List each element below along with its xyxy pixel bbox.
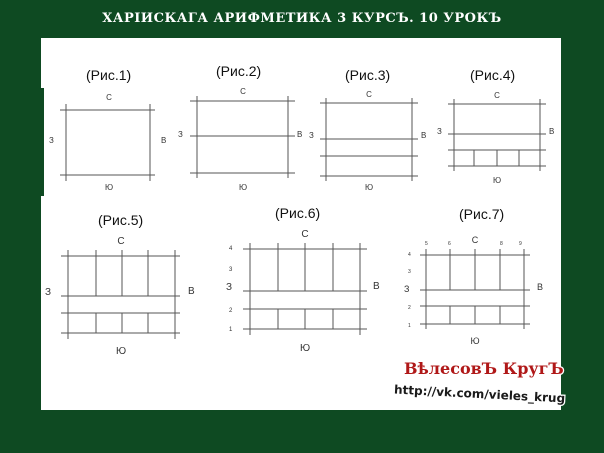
figure-3-caption: (Рис.3) xyxy=(345,67,391,83)
figure-7-column-number-5: 5 xyxy=(425,241,428,247)
figure-7-row-number-3: 3 xyxy=(408,269,411,275)
figure-7-column-number-9: 9 xyxy=(519,241,522,247)
figure-6-row-number-1: 1 xyxy=(229,327,233,333)
figure-3-west-label: З xyxy=(309,131,314,140)
figure-2-caption: (Рис.2) xyxy=(216,63,262,79)
page-title: ХАРІИСКАГА АРИФМЕТИКА 3 КУРСЪ. 10 УРОКЪ xyxy=(102,11,502,26)
figure-5-north-label: С xyxy=(117,236,125,247)
figure-4-east-label: В xyxy=(549,127,555,136)
figure-3-east-label: В xyxy=(421,131,427,140)
figure-1-caption: (Рис.1) xyxy=(86,67,132,83)
figure-7-south-label: Ю xyxy=(470,336,480,346)
figure-7-row-number-1: 1 xyxy=(408,323,411,329)
figure-4-south-label: Ю xyxy=(492,176,502,185)
figure-6-north-label: С xyxy=(301,229,309,240)
figure-6-row-number-4: 4 xyxy=(229,246,233,252)
figure-5-east-label: В xyxy=(188,286,195,297)
watermark-brand: ВѣлесовЪ КругЪ xyxy=(404,359,564,378)
figure-7-column-number-6: 6 xyxy=(448,241,451,247)
figure-7-row-number-2: 2 xyxy=(408,305,411,311)
figure-1-north-label: С xyxy=(106,93,112,102)
panel-edge-mark xyxy=(41,88,44,196)
figure-4-north-label: С xyxy=(494,91,500,100)
figure-6-row-number-2: 2 xyxy=(229,308,233,314)
figure-1-south-label: Ю xyxy=(104,183,114,192)
figure-6-row-number-3: 3 xyxy=(229,267,233,273)
figure-4-west-label: З xyxy=(437,127,442,136)
figure-7-column-number-8: 8 xyxy=(500,241,503,247)
figure-7-row-number-4: 4 xyxy=(408,252,411,258)
figure-6-south-label: Ю xyxy=(299,343,311,354)
figure-7-west-label: З xyxy=(404,284,410,294)
figure-5-south-label: Ю xyxy=(115,346,127,357)
figure-7-east-label: В xyxy=(537,282,544,292)
figure-5-west-label: З xyxy=(45,287,52,298)
figure-7-north-label: С xyxy=(471,235,479,245)
figure-3-north-label: С xyxy=(366,90,372,99)
figure-6-west-label: З xyxy=(226,282,233,293)
figure-5-caption: (Рис.5) xyxy=(98,212,144,228)
figure-4-caption: (Рис.4) xyxy=(470,67,516,83)
figure-2-south-label: Ю xyxy=(238,183,248,192)
figure-6-east-label: В xyxy=(373,281,380,292)
figure-2-west-label: З xyxy=(178,130,183,139)
figure-2-north-label: С xyxy=(240,87,246,96)
figure-6-caption: (Рис.6) xyxy=(275,205,321,221)
figure-1-east-label: В xyxy=(161,136,167,145)
figure-2-east-label: В xyxy=(297,130,303,139)
watermark-url: http://vk.com/vieles_krug xyxy=(393,382,566,406)
figure-7-caption: (Рис.7) xyxy=(459,206,505,222)
figure-1-west-label: З xyxy=(49,136,54,145)
figure-3-south-label: Ю xyxy=(364,183,374,192)
